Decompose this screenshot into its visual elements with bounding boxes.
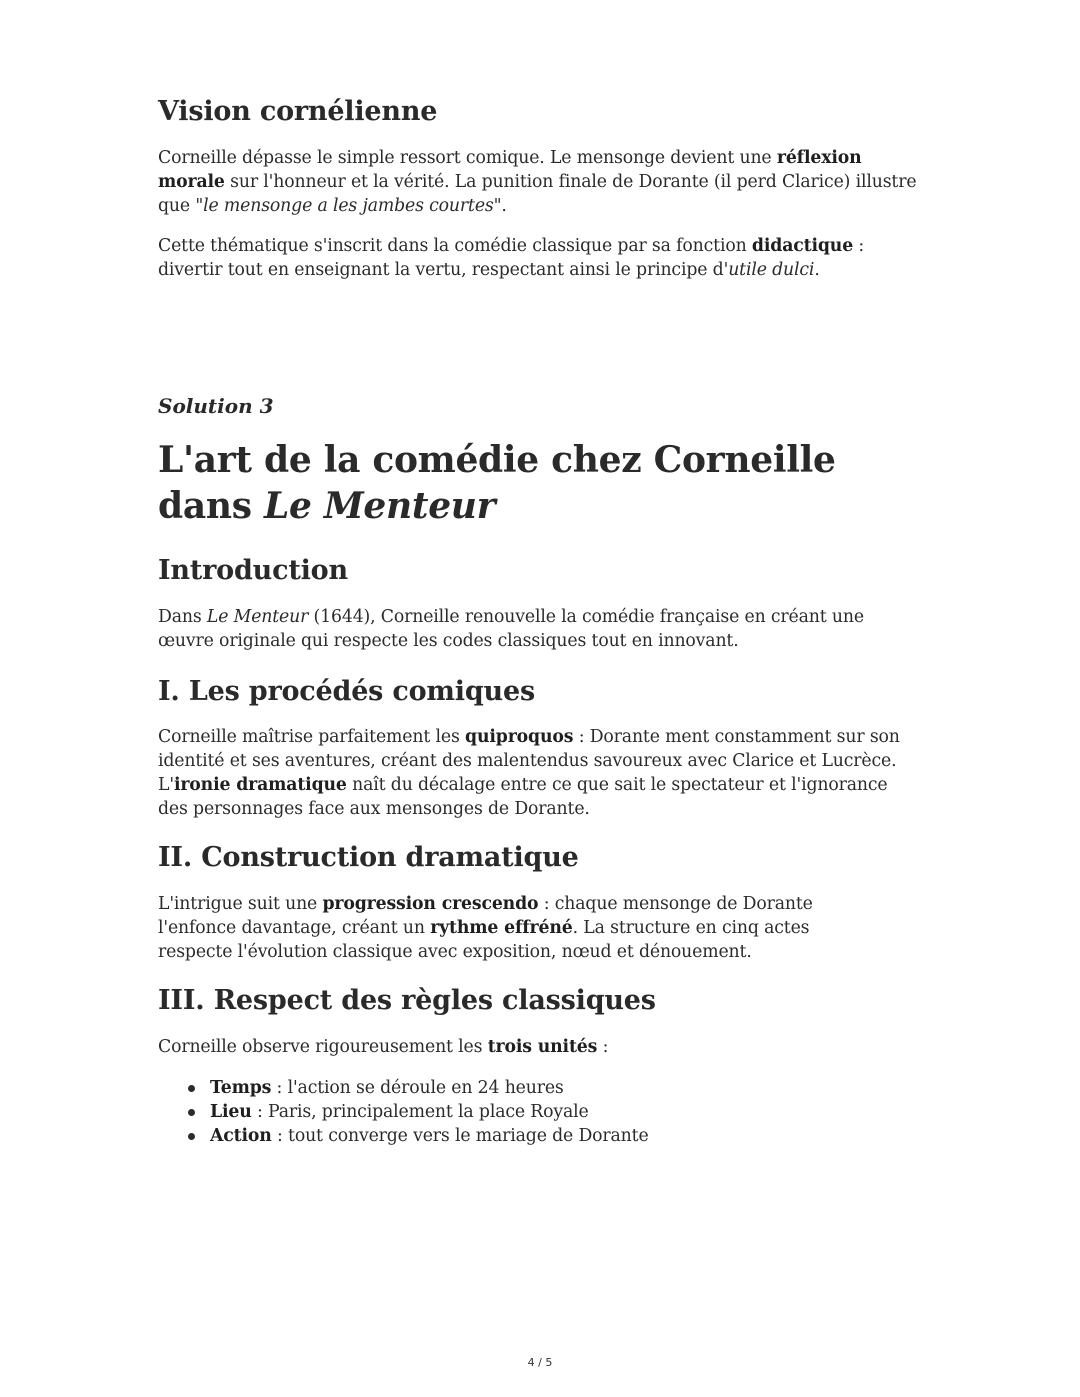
section-heading-introduction: Introduction (158, 555, 348, 586)
list-item: Action : tout converge vers le mariage de Dorante (158, 1124, 858, 1148)
list-item: Lieu : Paris, principalement la place Royale (158, 1100, 858, 1124)
document-title: L'art de la comédie chez Corneille dans Le Menteur (158, 439, 836, 527)
solution-label: Solution 3 (158, 394, 274, 418)
paragraph-introduction: Dans Le Menteur (1644), Corneille renouvelle la comédie française en créant une œuvre originale qui respecte les codes classiques tout en innovant. (158, 607, 864, 651)
paragraph-vision-1: Corneille dépasse le simple ressort comique. Le mensonge devient une réflexion morale sur l'honneur et la vérité. La punition finale de Dorante (il perd Clarice) illustre que "le mensonge a les jambes courtes". (158, 148, 917, 216)
section-heading-vision: Vision cornélienne (158, 96, 438, 127)
section-heading-construction-dramatique: II. Construction dramatique (158, 842, 579, 873)
section-heading-procedes-comiques: I. Les procédés comiques (158, 676, 535, 707)
page-number: 4 / 5 (527, 1356, 553, 1369)
unites-list (158, 1076, 858, 1148)
paragraph-construction-dramatique: L'intrigue suit une progression crescendo : chaque mensonge de Dorante l'enfonce davantage, créant un rythme effréné. La structure en cinq actes respecte l'évolution classique avec exposition, nœud et dénouement. (158, 894, 813, 962)
section-heading-regles-classiques: III. Respect des règles classiques (158, 985, 656, 1016)
list-item: Temps : l'action se déroule en 24 heures (158, 1076, 858, 1100)
paragraph-regles-classiques: Corneille observe rigoureusement les trois unités : (158, 1037, 609, 1057)
paragraph-procedes-comiques: Corneille maîtrise parfaitement les quiproquos : Dorante ment constamment sur son identité et ses aventures, créant des malentendus savoureux avec Clarice et Lucrèce. L'ironie dramatique naît du décalage entre ce que sait le spectateur et l'ignorance des personnages face aux mensonges de Dorante. (158, 727, 900, 819)
paragraph-vision-2: Cette thématique s'inscrit dans la comédie classique par sa fonction didactique : divertir tout en enseignant la vertu, respectant ainsi le principe d'utile dulci. (158, 236, 865, 280)
